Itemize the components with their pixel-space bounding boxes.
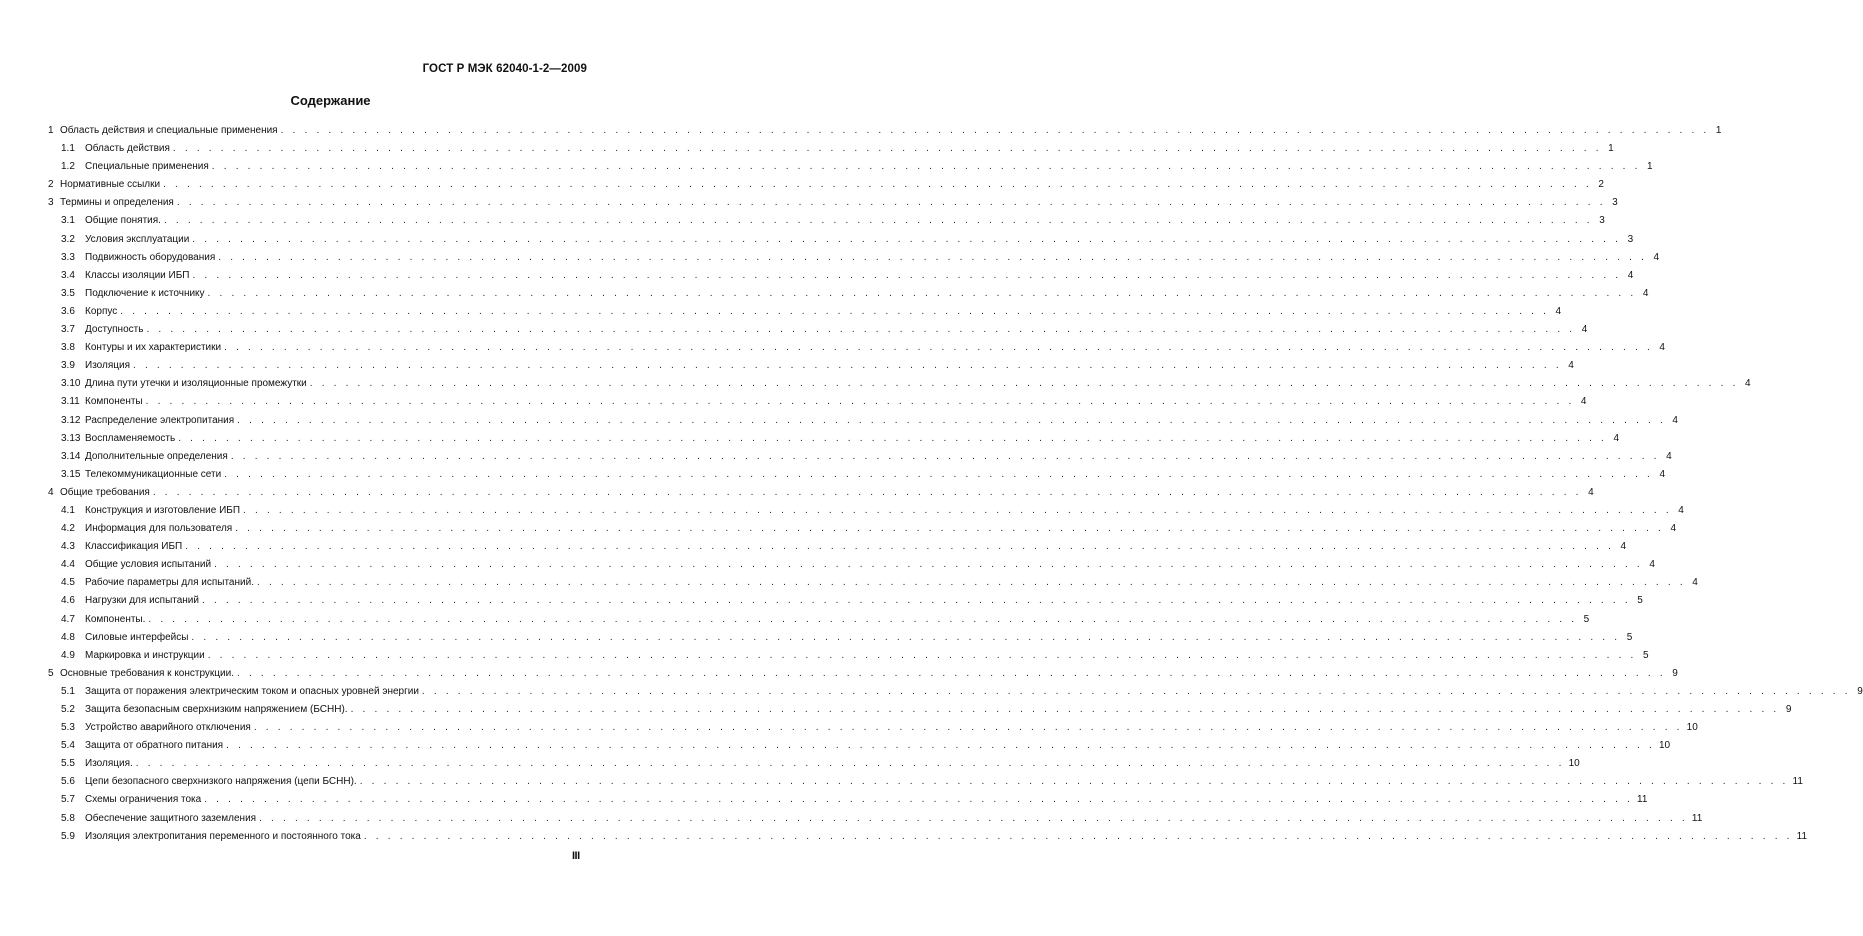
toc-entry[interactable] bbox=[48, 412, 1678, 430]
toc-entry-title: Информация для пользователя bbox=[85, 523, 233, 535]
toc-entry-page: 1 bbox=[1647, 161, 1653, 173]
toc-leader-dots: . . . . . . . . . . . . . . . . . . . . . . . . . . . . . . . . . . . . . . . . . . . . . . . . . . . . . . . . . . . . . . . . . . . . . . . . . . . . . . . . . . . . . . . . . . . . . . . . . . . . . . . . . . . . . . . . . . . . . . . . bbox=[237, 414, 1666, 426]
toc-leader-dots: . . . . . . . . . . . . . . . . . . . . . . . . . . . . . . . . . . . . . . . . . . . . . . . . . . . . . . . . . . . . . . . . . . . . . . . . . . . . . . . . . . . . . . . . . . . . . . . . . . . . . . . . . . . . . . . . . . . . . . . . bbox=[256, 577, 1686, 589]
toc-leader-dots: . . . . . . . . . . . . . . . . . . . . . . . . . . . . . . . . . . . . . . . . . . . . . . . . . . . . . . . . . . . . . . . . . . . . . . . . . . . . . . . . . . . . . . . . . . . . . . . . . . . . . . . . . . . . . . . . . . . . . . . . bbox=[178, 432, 1608, 444]
toc-leader-dots: . . . . . . . . . . . . . . . . . . . . . . . . . . . . . . . . . . . . . . . . . . . . . . . . . . . . . . . . . . . . . . . . . . . . . . . . . . . . . . . . . . . . . . . . . . . . . . . . . . . . . . . . . . . . . . . . . . . . . . . . bbox=[152, 486, 1582, 498]
toc-leader-dots: . . . . . . . . . . . . . . . . . . . . . . . . . . . . . . . . . . . . . . . . . . . . . . . . . . . . . . . . . . . . . . . . . . . . . . . . . . . . . . . . . . . . . . . . . . . . . . . . . . . . . . . . . . . . . . . . . . . . . . . . bbox=[146, 324, 1576, 336]
toc-entry-title: Изоляция. bbox=[85, 758, 133, 770]
toc-leader-dots: . . . . . . . . . . . . . . . . . . . . . . . . . . . . . . . . . . . . . . . . . . . . . . . . . . . . . . . . . . . . . . . . . . . . . . . . . . . . . . . . . . . . . . . . . . . . . . . . . . . . . . . . . . . . . . . . . . . . . . . . bbox=[192, 269, 1622, 281]
toc-entry[interactable] bbox=[48, 719, 1698, 737]
toc-entry-page: 9 bbox=[1857, 685, 1863, 697]
toc-entry[interactable] bbox=[48, 737, 1671, 755]
toc-leader-dots: . . . . . . . . . . . . . . . . . . . . . . . . . . . . . . . . . . . . . . . . . . . . . . . . . . . . . . . . . . . . . . . . . . . . . . . . . . . . . . . . . . . . . . . . . . . . . . . . . . . . . . . . . . . . . . . . . . . . . . . . bbox=[132, 360, 1562, 372]
toc-leader-dots: . . . . . . . . . . . . . . . . . . . . . . . . . . . . . . . . . . . . . . . . . . . . . . . . . . . . . . . . . . . . . . . . . . . . . . . . . . . . . . . . . . . . . . . . . . . . . . . . . . . . . . . . . . . . . . . . . . . . . . . . bbox=[214, 559, 1643, 571]
toc-entry-number: 5 bbox=[48, 667, 54, 679]
toc-entry-number: 4 bbox=[48, 486, 54, 498]
toc-entry-page: 4 bbox=[1670, 523, 1677, 535]
toc-leader-dots: . . . . . . . . . . . . . . . . . . . . . . . . . . . . . . . . . . . . . . . . . . . . . . . . . . . . . . . . . . . . . . . . . . . . . . . . . . . . . . . . . . . . . . . . . . . . . . . . . . . . . . . . . . . . . . . . . . . . . . . . bbox=[224, 342, 1653, 354]
toc-entry[interactable] bbox=[48, 502, 1684, 520]
toc-entry-title: Защита безопасным сверхнизким напряжением (БСНН). bbox=[85, 704, 348, 715]
toc-entry-number: 4.4 bbox=[61, 559, 75, 571]
toc-leader-dots: . . . . . . . . . . . . . . . . . . . . . . . . . . . . . . . . . . . . . . . . . . . . . . . . . . . . . . . . . . . . . . . . . . . . . . . . . . . . . . . . . . . . . . . . . . . . . . . . . . . . . . . . . . . . . . . . . . . . . . . . bbox=[224, 468, 1654, 480]
toc-leader-dots: . . . . . . . . . . . . . . . . . . . . . . . . . . . . . . . . . . . . . . . . . . . . . . . . . . . . . . . . . . . . . . . . . . . . . . . . . . . . . . . . . . . . . . . . . . . . . . . . . . . . . . . . . . . . . . . . . . . . . . . . bbox=[163, 215, 1593, 227]
toc-leader-dots: . . . . . . . . . . . . . . . . . . . . . . . . . . . . . . . . . . . . . . . . . . . . . . . . . . . . . . . . . . . . . . . . . . . . . . . . . . . . . . . . . . . . . . . . . . . . . . . . . . . . . . . . . . . . . . . . . . . . . . . . bbox=[163, 179, 1592, 191]
toc-entry-title: Доступность bbox=[85, 324, 144, 336]
toc-entry-number: 5.5 bbox=[61, 758, 75, 770]
toc-entry[interactable] bbox=[48, 520, 1677, 538]
toc-entry-page: 3 bbox=[1599, 215, 1605, 227]
toc-entry-page: 11 bbox=[1691, 812, 1703, 824]
toc-leader-dots: . . . . . . . . . . . . . . . . . . . . . . . . . . . . . . . . . . . . . . . . . . . . . . . . . . . . . . . . . . . . . . . . . . . . . . . . . . . . . . . . . . . . . . . . . . . . . . . . . . . . . . . . . . . . . . . . . . . . . . . . bbox=[253, 722, 1683, 734]
toc-leader-dots: . . . . . . . . . . . . . . . . . . . . . . . . . . . . . . . . . . . . . . . . . . . . . . . . . . . . . . . . . . . . . . . . . . . . . . . . . . . . . . . . . . . . . . . . . . . . . . . . . . . . . . . . . . . . . . . . . . . . . . . . bbox=[259, 812, 1688, 824]
toc-entry-title: Условия эксплуатации bbox=[85, 233, 190, 245]
toc-entry[interactable] bbox=[48, 701, 1792, 719]
toc-leader-dots: . . . . . . . . . . . . . . . . . . . . . . . . . . . . . . . . . . . . . . . . . . . . . . . . . . . . . . . . . . . . . . . . . . . . . . . . . . . . . . . . . . . . . . . . . . . . . . . . . . . . . . . . . . . . . . . . . . . . . . . . bbox=[145, 396, 1575, 408]
toc-entry-title: Длина пути утечки и изоляционные промежутки bbox=[85, 378, 307, 390]
toc-entry-title: Устройство аварийного отключения bbox=[85, 722, 251, 734]
toc-entry[interactable] bbox=[48, 357, 1574, 375]
toc-entry-number: 3.4 bbox=[61, 269, 75, 281]
toc-entry[interactable] bbox=[48, 538, 1627, 556]
toc-entry[interactable] bbox=[48, 629, 1633, 647]
toc-entry-number: 4.5 bbox=[61, 577, 75, 589]
toc-entry-number: 1 bbox=[48, 125, 54, 136]
toc-entry-title: Конструкция и изготовление ИБП bbox=[85, 504, 241, 516]
toc-entry-page: 4 bbox=[1627, 269, 1634, 281]
toc-leader-dots: . . . . . . . . . . . . . . . . . . . . . . . . . . . . . . . . . . . . . . . . . . . . . . . . . . . . . . . . . . . . . . . . . . . . . . . . . . . . . . . . . . . . . . . . . . . . . . . . . . . . . . . . . . . . . . . . . . . . . . . . bbox=[201, 595, 1631, 607]
toc-entry[interactable] bbox=[48, 683, 1863, 701]
toc-entry-title: Термины и определения bbox=[60, 197, 174, 209]
toc-entry-title: Подвижность оборудования bbox=[85, 251, 216, 263]
toc-entry[interactable] bbox=[48, 773, 1803, 791]
toc-entry-title: Распределение электропитания bbox=[85, 414, 235, 426]
toc-leader-dots: . . . . . . . . . . . . . . . . . . . . . . . . . . . . . . . . . . . . . . . . . . . . . . . . . . . . . . . . . . . . . . . . . . . . . . . . . . . . . . . . . . . . . . . . . . . . . . . . . . . . . . . . . . . . . . . . . . . . . . . . bbox=[280, 125, 1710, 136]
toc-leader-dots: . . . . . . . . . . . . . . . . . . . . . . . . . . . . . . . . . . . . . . . . . . . . . . . . . . . . . . . . . . . . . . . . . . . . . . . . . . . . . . . . . . . . . . . . . . . . . . . . . . . . . . . . . . . . . . . . . . . . . . . . bbox=[207, 287, 1637, 299]
toc-entry-page: 1 bbox=[1608, 143, 1614, 155]
toc-leader-dots: . . . . . . . . . . . . . . . . . . . . . . . . . . . . . . . . . . . . . . . . . . . . . . . . . . . . . . . . . . . . . . . . . . . . . . . . . . . . . . . . . . . . . . . . . . . . . . . . . . . . . . . . . . . . . . . . . . . . . . . . bbox=[218, 251, 1648, 263]
toc-leader-dots: . . . . . . . . . . . . . . . . . . . . . . . . . . . . . . . . . . . . . . . . . . . . . . . . . . . . . . . . . . . . . . . . . . . . . . . . . . . . . . . . . . . . . . . . . . . . . . . . . . . . . . . . . . . . . . . . . . . . . . . . bbox=[191, 631, 1621, 643]
toc-entry-title: Контуры и их характеристики bbox=[85, 342, 222, 354]
toc-entry-number: 4.2 bbox=[61, 523, 75, 535]
page-number: III bbox=[572, 850, 580, 862]
toc-entry-page: 9 bbox=[1672, 667, 1678, 679]
toc-leader-dots: . . . . . . . . . . . . . . . . . . . . . . . . . . . . . . . . . . . . . . . . . . . . . . . . . . . . . . . . . . . . . . . . . . . . . . . . . . . . . . . . . . . . . . . . . . . . . . . . . . . . . . . . . . . . . . . . . . . . . . . . bbox=[236, 667, 1666, 679]
toc-entry-number: 5.1 bbox=[61, 685, 75, 697]
table-of-contents bbox=[48, 122, 1863, 846]
toc-entry-title: Дополнительные определения bbox=[85, 450, 228, 462]
toc-leader-dots: . . . . . . . . . . . . . . . . . . . . . . . . . . . . . . . . . . . . . . . . . . . . . . . . . . . . . . . . . . . . . . . . . . . . . . . . . . . . . . . . . . . . . . . . . . . . . . . . . . . . . . . . . . . . . . . . . . . . . . . . bbox=[350, 704, 1780, 715]
toc-entry-number: 3.12 bbox=[61, 414, 81, 426]
toc-leader-dots: . . . . . . . . . . . . . . . . . . . . . . . . . . . . . . . . . . . . . . . . . . . . . . . . . . . . . . . . . . . . . . . . . . . . . . . . . . . . . . . . . . . . . . . . . . . . . . . . . . . . . . . . . . . . . . . . . . . . . . . . bbox=[204, 794, 1634, 806]
toc-entry-page: 10 bbox=[1686, 722, 1698, 734]
toc-entry[interactable] bbox=[48, 430, 1620, 448]
toc-entry-title: Защита от обратного питания bbox=[85, 740, 224, 752]
toc-entry[interactable] bbox=[48, 176, 1604, 194]
toc-entry-title: Корпус bbox=[85, 305, 118, 317]
toc-entry-number: 4.1 bbox=[61, 504, 75, 516]
document-code: ГОСТ Р МЭК 62040-1-2—2009 bbox=[422, 63, 587, 75]
toc-entry-title: Общие понятия. bbox=[85, 215, 161, 227]
toc-entry-page: 4 bbox=[1659, 468, 1666, 480]
toc-entry-page: 4 bbox=[1678, 504, 1684, 516]
toc-entry-page: 5 bbox=[1626, 631, 1633, 643]
toc-entry-page: 5 bbox=[1583, 613, 1590, 625]
toc-entry-page: 4 bbox=[1745, 378, 1751, 390]
toc-leader-dots: . . . . . . . . . . . . . . . . . . . . . . . . . . . . . . . . . . . . . . . . . . . . . . . . . . . . . . . . . . . . . . . . . . . . . . . . . . . . . . . . . . . . . . . . . . . . . . . . . . . . . . . . . . . . . . . . . . . . . . . . bbox=[211, 161, 1641, 173]
toc-entry-page: 10 bbox=[1568, 758, 1580, 770]
toc-entry-title: Цепи безопасного сверхнизкого напряжения (цепи БСНН). bbox=[85, 776, 357, 788]
toc-entry-page: 4 bbox=[1580, 396, 1587, 408]
toc-entry-title: Общие условия испытаний bbox=[85, 559, 212, 571]
toc-entry-page: 5 bbox=[1642, 649, 1649, 661]
toc-leader-dots: . . . . . . . . . . . . . . . . . . . . . . . . . . . . . . . . . . . . . . . . . . . . . . . . . . . . . . . . . . . . . . . . . . . . . . . . . . . . . . . . . . . . . . . . . . . . . . . . . . . . . . . . . . . . . . . . . . . . . . . . bbox=[135, 758, 1565, 770]
toc-entry-number: 5.2 bbox=[61, 704, 75, 715]
toc-entry[interactable] bbox=[48, 393, 1587, 411]
toc-entry[interactable] bbox=[48, 212, 1605, 230]
toc-leader-dots: . . . . . . . . . . . . . . . . . . . . . . . . . . . . . . . . . . . . . . . . . . . . . . . . . . . . . . . . . . . . . . . . . . . . . . . . . . . . . . . . . . . . . . . . . . . . . . . . . . . . . . . . . . . . . . . . . . . . . . . . bbox=[359, 776, 1789, 788]
toc-entry-number: 3.7 bbox=[61, 324, 75, 336]
toc-entry-title: Нормативные ссылки bbox=[60, 179, 161, 191]
toc-leader-dots: . . . . . . . . . . . . . . . . . . . . . . . . . . . . . . . . . . . . . . . . . . . . . . . . . . . . . . . . . . . . . . . . . . . . . . . . . . . . . . . . . . . . . . . . . . . . . . . . . . . . . . . . . . . . . . . . . . . . . . . . bbox=[235, 523, 1665, 535]
toc-entry-number: 3.9 bbox=[61, 360, 75, 372]
toc-leader-dots: . . . . . . . . . . . . . . . . . . . . . . . . . . . . . . . . . . . . . . . . . . . . . . . . . . . . . . . . . . . . . . . . . . . . . . . . . . . . . . . . . . . . . . . . . . . . . . . . . . . . . . . . . . . . . . . . . . . . . . . . bbox=[309, 378, 1739, 390]
toc-entry-number: 3.14 bbox=[61, 450, 81, 462]
toc-entry-number: 5.3 bbox=[61, 722, 75, 734]
toc-entry-page: 4 bbox=[1659, 342, 1665, 354]
toc-leader-dots: . . . . . . . . . . . . . . . . . . . . . . . . . . . . . . . . . . . . . . . . . . . . . . . . . . . . . . . . . . . . . . . . . . . . . . . . . . . . . . . . . . . . . . . . . . . . . . . . . . . . . . . . . . . . . . . . . . . . . . . . bbox=[207, 649, 1637, 661]
toc-entry-number: 4.8 bbox=[61, 631, 75, 643]
toc-entry-number: 5.4 bbox=[61, 740, 75, 752]
page-title: Содержание bbox=[290, 93, 371, 108]
toc-entry-title: Рабочие параметры для испытаний. bbox=[85, 577, 254, 589]
toc-entry[interactable] bbox=[48, 647, 1649, 665]
toc-entry[interactable] bbox=[48, 556, 1655, 574]
toc-entry-page: 10 bbox=[1658, 740, 1671, 752]
toc-entry-number: 3.10 bbox=[61, 378, 81, 390]
toc-entry[interactable] bbox=[48, 303, 1562, 321]
toc-entry-page: 1 bbox=[1715, 125, 1722, 136]
toc-entry-title: Силовые интерфейсы bbox=[85, 631, 189, 643]
toc-entry-number: 3.11 bbox=[61, 396, 80, 408]
toc-entry-title: Основные требования к конструкции. bbox=[60, 667, 234, 679]
toc-entry-number: 3.2 bbox=[61, 233, 75, 245]
toc-entry-number: 4.7 bbox=[61, 613, 75, 625]
toc-entry[interactable] bbox=[48, 665, 1678, 683]
toc-leader-dots: . . . . . . . . . . . . . . . . . . . . . . . . . . . . . . . . . . . . . . . . . . . . . . . . . . . . . . . . . . . . . . . . . . . . . . . . . . . . . . . . . . . . . . . . . . . . . . . . . . . . . . . . . . . . . . . . . . . . . . . . bbox=[176, 197, 1606, 209]
toc-entry[interactable] bbox=[48, 592, 1643, 610]
toc-entry-title: Изоляция bbox=[85, 360, 130, 372]
toc-entry-number: 5.8 bbox=[61, 812, 75, 824]
toc-entry-title: Защита от поражения электрическим током и опасных уровней энергии bbox=[85, 685, 419, 697]
toc-leader-dots: . . . . . . . . . . . . . . . . . . . . . . . . . . . . . . . . . . . . . . . . . . . . . . . . . . . . . . . . . . . . . . . . . . . . . . . . . . . . . . . . . . . . . . . . . . . . . . . . . . . . . . . . . . . . . . . . . . . . . . . . bbox=[243, 504, 1672, 516]
toc-entry-number: 3.6 bbox=[61, 305, 75, 317]
toc-entry-title: Общие требования bbox=[60, 486, 150, 498]
toc-entry-number: 1.1 bbox=[61, 143, 75, 155]
toc-entry[interactable] bbox=[48, 321, 1588, 339]
toc-entry[interactable] bbox=[48, 122, 1722, 140]
toc-entry-page: 9 bbox=[1785, 704, 1792, 715]
toc-leader-dots: . . . . . . . . . . . . . . . . . . . . . . . . . . . . . . . . . . . . . . . . . . . . . . . . . . . . . . . . . . . . . . . . . . . . . . . . . . . . . . . . . . . . . . . . . . . . . . . . . . . . . . . . . . . . . . . . . . . . . . . . bbox=[363, 830, 1793, 842]
toc-entry-page: 4 bbox=[1581, 324, 1588, 336]
toc-entry-page: 2 bbox=[1598, 179, 1604, 191]
toc-entry-page: 4 bbox=[1642, 287, 1649, 299]
toc-entry[interactable] bbox=[48, 267, 1634, 285]
toc-entry-number: 2 bbox=[48, 179, 54, 191]
toc-entry[interactable] bbox=[48, 231, 1634, 249]
toc-entry-title: Воспламеняемость bbox=[85, 432, 176, 444]
toc-entry-number: 4.9 bbox=[61, 649, 75, 661]
toc-entry-page: 4 bbox=[1649, 559, 1655, 571]
toc-entry-number: 5.6 bbox=[61, 776, 75, 788]
toc-entry-title: Схемы ограничения тока bbox=[85, 794, 202, 806]
toc-entry-page: 4 bbox=[1620, 541, 1627, 553]
toc-entry-title: Классы изоляции ИБП bbox=[85, 269, 190, 281]
toc-entry-number: 3.1 bbox=[61, 215, 75, 227]
toc-entry[interactable] bbox=[48, 611, 1590, 629]
toc-entry[interactable] bbox=[48, 828, 1808, 846]
toc-entry-page: 4 bbox=[1588, 486, 1594, 498]
toc-leader-dots: . . . . . . . . . . . . . . . . . . . . . . . . . . . . . . . . . . . . . . . . . . . . . . . . . . . . . . . . . . . . . . . . . . . . . . . . . . . . . . . . . . . . . . . . . . . . . . . . . . . . . . . . . . . . . . . . . . . . . . . . bbox=[148, 613, 1578, 625]
toc-leader-dots: . . . . . . . . . . . . . . . . . . . . . . . . . . . . . . . . . . . . . . . . . . . . . . . . . . . . . . . . . . . . . . . . . . . . . . . . . . . . . . . . . . . . . . . . . . . . . . . . . . . . . . . . . . . . . . . . . . . . . . . . bbox=[172, 143, 1602, 155]
toc-entry-title: Телекоммуникационные сети bbox=[85, 468, 222, 480]
toc-entry-title: Изоляция электропитания переменного и постоянного тока bbox=[85, 830, 361, 842]
toc-entry-title: Компоненты. bbox=[85, 613, 146, 625]
toc-entry-page: 4 bbox=[1555, 305, 1562, 317]
toc-entry-title: Подключение к источнику bbox=[85, 287, 205, 299]
toc-leader-dots: . . . . . . . . . . . . . . . . . . . . . . . . . . . . . . . . . . . . . . . . . . . . . . . . . . . . . . . . . . . . . . . . . . . . . . . . . . . . . . . . . . . . . . . . . . . . . . . . . . . . . . . . . . . . . . . . . . . . . . . . bbox=[421, 685, 1851, 697]
toc-entry[interactable] bbox=[48, 755, 1580, 773]
toc-leader-dots: . . . . . . . . . . . . . . . . . . . . . . . . . . . . . . . . . . . . . . . . . . . . . . . . . . . . . . . . . . . . . . . . . . . . . . . . . . . . . . . . . . . . . . . . . . . . . . . . . . . . . . . . . . . . . . . . . . . . . . . . bbox=[226, 740, 1655, 752]
toc-entry[interactable] bbox=[48, 375, 1751, 393]
toc-entry-title: Область действия bbox=[85, 143, 170, 155]
toc-entry[interactable] bbox=[48, 791, 1648, 809]
toc-entry-number: 3.13 bbox=[61, 432, 81, 444]
toc-entry-title: Область действия и специальные применения bbox=[60, 125, 278, 136]
toc-entry-title: Маркировка и инструкции bbox=[85, 649, 205, 661]
toc-entry-number: 3.15 bbox=[61, 468, 81, 480]
toc-entry-number: 5.9 bbox=[61, 830, 75, 842]
toc-entry[interactable] bbox=[48, 158, 1653, 176]
toc-entry-page: 3 bbox=[1612, 197, 1618, 209]
toc-entry[interactable] bbox=[48, 484, 1594, 502]
toc-entry[interactable] bbox=[48, 249, 1660, 267]
toc-leader-dots: . . . . . . . . . . . . . . . . . . . . . . . . . . . . . . . . . . . . . . . . . . . . . . . . . . . . . . . . . . . . . . . . . . . . . . . . . . . . . . . . . . . . . . . . . . . . . . . . . . . . . . . . . . . . . . . . . . . . . . . . bbox=[192, 233, 1622, 245]
toc-entry[interactable] bbox=[48, 285, 1649, 303]
toc-entry-title: Компоненты bbox=[85, 396, 143, 408]
toc-leader-dots: . . . . . . . . . . . . . . . . . . . . . . . . . . . . . . . . . . . . . . . . . . . . . . . . . . . . . . . . . . . . . . . . . . . . . . . . . . . . . . . . . . . . . . . . . . . . . . . . . . . . . . . . . . . . . . . . . . . . . . . . bbox=[230, 450, 1660, 462]
toc-entry-page: 4 bbox=[1692, 577, 1698, 589]
toc-entry-page: 11 bbox=[1637, 794, 1648, 806]
toc-entry[interactable] bbox=[48, 448, 1672, 466]
toc-entry-number: 1.2 bbox=[61, 161, 75, 173]
toc-entry-title: Нагрузки для испытаний bbox=[85, 595, 199, 607]
toc-entry[interactable] bbox=[48, 140, 1614, 158]
toc-entry-page: 4 bbox=[1666, 450, 1672, 462]
toc-entry-number: 3.5 bbox=[61, 287, 75, 299]
toc-entry-number: 5.7 bbox=[61, 794, 75, 806]
toc-entry-number: 3.3 bbox=[61, 251, 75, 263]
toc-entry-title: Обеспечение защитного заземления bbox=[85, 812, 257, 824]
toc-leader-dots: . . . . . . . . . . . . . . . . . . . . . . . . . . . . . . . . . . . . . . . . . . . . . . . . . . . . . . . . . . . . . . . . . . . . . . . . . . . . . . . . . . . . . . . . . . . . . . . . . . . . . . . . . . . . . . . . . . . . . . . . bbox=[120, 305, 1550, 317]
toc-entry[interactable] bbox=[48, 339, 1665, 357]
toc-entry-page: 11 bbox=[1792, 776, 1803, 788]
toc-entry-page: 4 bbox=[1613, 432, 1620, 444]
toc-entry-page: 11 bbox=[1796, 830, 1808, 842]
toc-entry-page: 5 bbox=[1637, 595, 1643, 607]
toc-leader-dots: . . . . . . . . . . . . . . . . . . . . . . . . . . . . . . . . . . . . . . . . . . . . . . . . . . . . . . . . . . . . . . . . . . . . . . . . . . . . . . . . . . . . . . . . . . . . . . . . . . . . . . . . . . . . . . . . . . . . . . . . bbox=[185, 541, 1615, 553]
toc-entry-page: 4 bbox=[1568, 360, 1574, 372]
toc-entry[interactable] bbox=[48, 194, 1618, 212]
toc-entry-title: Классификация ИБП bbox=[85, 541, 183, 553]
toc-entry-title: Специальные применения bbox=[85, 161, 209, 173]
toc-entry[interactable] bbox=[48, 466, 1666, 484]
toc-entry-page: 3 bbox=[1627, 233, 1634, 245]
toc-entry-number: 3 bbox=[48, 197, 54, 209]
toc-entry-page: 4 bbox=[1672, 414, 1678, 426]
toc-entry-page: 4 bbox=[1653, 251, 1660, 263]
toc-entry-number: 4.3 bbox=[61, 541, 75, 553]
toc-entry[interactable] bbox=[48, 810, 1703, 828]
toc-entry-number: 3.8 bbox=[61, 342, 75, 354]
toc-entry-number: 4.6 bbox=[61, 595, 75, 607]
toc-entry[interactable] bbox=[48, 574, 1698, 592]
